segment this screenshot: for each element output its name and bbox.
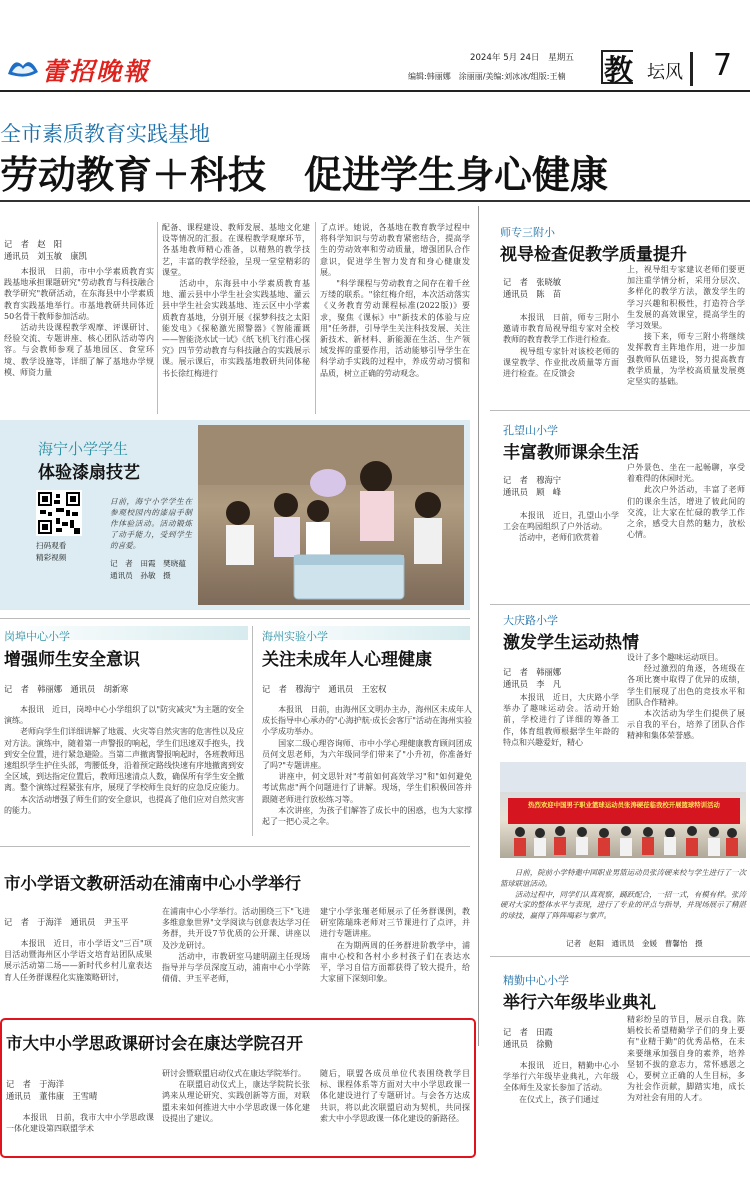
logo-emblem-icon bbox=[6, 54, 40, 80]
r2-byline: 记 者 穆海宁 通讯员 顾 峰 bbox=[503, 475, 562, 497]
issue-date: 2024年 5月 24日 星期五 bbox=[470, 53, 574, 63]
r3-col-a: 本报讯 近日，大庆路小学举办了趣味运动会。活动开始前，学校进行了详细的筹备工作，体育组教师根据学生年龄的特点和兴趣爱好，精心 bbox=[503, 693, 619, 747]
r1-byline: 记 者 张晓敏 通讯员 陈 苗 bbox=[503, 277, 562, 299]
s4-col-2: 研讨会暨联盟启动仪式在康达学院举行。 在联盟启动仪式上，康达学院院长张鸿来从理论研究、实践创新等方面，对联盟未来如何推进大中小学思政课一体化建设提出了建议。 bbox=[162, 1069, 310, 1123]
r4-col-a: 本报讯 近日，精勤中心小学举行六年级毕业典礼，六年级全体师生及家长参加了活动。 在仪式上，孩子们通过 bbox=[503, 1061, 619, 1104]
main-col-1: 本报讯 日前，市中小学素质教育实践基地承担课题研究"劳动教育与科技融合教学研究"教研活动，在东海县中小学素质教育实践基地举行。市基地教研共同体近50名骨干教师参加活动。 活动共设课程教学观摩、评课研讨、经验交流、专题讲座、核心团队活动等内容。与会教师参观了基地园区、食堂环境、教学设施等，详细了解了基地办学规模、师资力量 bbox=[4, 267, 154, 377]
r2-headline: 丰富教师课余生活 bbox=[503, 443, 639, 463]
r3-byline: 记 者 韩丽娜 通讯员 李 凡 bbox=[503, 667, 562, 689]
qr-code-icon bbox=[38, 492, 80, 534]
photo1-kicker: 海宁小学学生 bbox=[38, 440, 129, 458]
divider bbox=[490, 956, 750, 957]
s4-byline: 记 者 于海洋 通讯员 董伟康 王雪晴 bbox=[6, 1079, 98, 1101]
r1-kicker: 师专三附小 bbox=[500, 226, 555, 239]
r4-kicker: 精勤中心小学 bbox=[503, 974, 569, 987]
s4-headline: 市大中小学思政课研讨会在康达学院召开 bbox=[6, 1034, 303, 1053]
qr-caption: 扫码观看 精彩视频 bbox=[36, 541, 67, 562]
s1-kicker: 岗埠中心小学 bbox=[4, 630, 70, 643]
s2-body: 本报讯 日前，由海州区文明办主办，海州区未成年人成长指导中心承办的"心海护航·成长会客厅"活动在海州实验小学成功举办。 国家二级心理咨询师、市中小学心理健康教育顾问团成员何文思老师，为六年级同学们带来了"小升初，你准备好了吗?"专题讲座。 讲座中，何文思针对"考前如何高效学习"和"如何避免考试焦虑"两个问题进行了讲解。现场，学生们积极回答并跟随老师进行放松练习等。 本次讲座，为孩子们解答了成长中的困惑，也为大家撑起了一把心灵之伞。 bbox=[262, 705, 472, 827]
divider bbox=[0, 618, 470, 619]
s3-col-3: 建宁小学张瑾老师展示了任务群课例，教研室陈瑞珠老师对三节课进行了点评，并进行专题讲座。 在为期两周的任务群进阶教学中，浦南中心校和各村小乡村孩子们在表达水平，学习自信方面都获得了较大提升，给大家留下深刻印象。 bbox=[320, 907, 470, 984]
s2-byline: 记 者 穆海宁 通讯员 王宏权 bbox=[262, 684, 387, 694]
r3-headline: 激发学生运动热情 bbox=[503, 633, 639, 653]
photo1-caption: 日前，海宁小学学生在参观校园内的漆扇手制作体验活动。活动锻炼了动手能力，受到学生的喜爱。 bbox=[110, 497, 192, 550]
s1-body: 本报讯 近日，岗埠中心小学组织了以"防灾减灾"为主题的安全演练。 老师向学生们详细讲解了地震、火灾等自然灾害的危害性以及应对方法。演练中，随着第一声警报的响起，学生们迅速双手抱头，找到安全位置，进行紧急避险。当第二声撤离警报响起时，各班教师迅速组织学生护住头部，弯腰低身，沿着预定路线快速有序地撤离到安全区域，到达指定位置后，教师迅速清点人数，确保所有学生安全撤离。整个演练过程紧张有序，展现了学校师生良好的应急反应能力。 本次活动增强了师生们的安全意识，也提高了他们应对自然灾害的能力。 bbox=[4, 705, 244, 815]
s4-col-1: 本报讯 日前，我市大中小学思政课一体化建设第四联盟学术 bbox=[6, 1113, 154, 1134]
masthead-rule bbox=[0, 90, 750, 92]
s1-headline: 增强师生安全意识 bbox=[4, 650, 140, 670]
s2-kicker: 海州实验小学 bbox=[262, 630, 328, 643]
divider bbox=[157, 222, 158, 414]
r1-headline: 视导检查促教学质量提升 bbox=[500, 245, 687, 265]
s3-byline: 记 者 于海洋 通讯员 尹玉平 bbox=[4, 917, 129, 927]
editors-line: 编辑:韩丽娜 涂丽丽/美编:刘冰冰/组版:王楠 bbox=[408, 72, 566, 81]
section-sublabel: 坛风 bbox=[647, 62, 683, 83]
r1-col-b: 上，视导组专家建议老师们要更加注重学情分析，采用分层次、多样化的教学方法，激发学生的学习兴趣和积极性，打造符合学生发展的高效课堂，提高学生的学习效果。 接下来，师专三附小将继续发挥教育主阵地作用，进一步加强教师队伍建设，努力提高教育教学质量，为学校高质量发展奠定坚实的基础。 bbox=[627, 265, 745, 387]
r3-kicker: 大庆路小学 bbox=[503, 614, 558, 627]
s2-headline: 关注未成年人心理健康 bbox=[262, 650, 432, 670]
s3-col-1: 本报讯 近日，市小学语文"三百"项目活动暨海州区小学语文培育站团队成果展示活动第二场——新时代乡村儿童表达育人任务群课程化实施策略研讨， bbox=[4, 939, 152, 982]
r1-col-a: 本报讯 日前，师专三附小邀请市教育局视导组专家对全校教师的教育教学工作进行检查。 视导组专家针对该校老师的课堂教学、作业批改质量等方面进行检查。在反馈会 bbox=[503, 313, 619, 379]
section-label: 教 bbox=[604, 53, 634, 87]
r4-col-b: 精彩纷呈的节目，展示自我。陈娟校长希望精勤学子们的身上要有"业精于勤"的优秀品格，在未来要继承加强自身的素养，培养坚韧不拔的意志力，常怀感恩之心，要树立正确的人生目标，多为社会作贡献，脚踏实地，成长为对社会有用的人才。 bbox=[627, 1015, 745, 1103]
masthead-divider bbox=[690, 52, 693, 86]
main-col-2: 配备、课程建设、教师发展、基地文化建设等情况的汇报。在课程教学观摩环节，各基地教师精心准备，以精熟的教学技艺，丰富的教学经验，呈现一堂堂精彩的课堂。 活动中，东海县中小学素质教育基地、灌云县中小学生社会实践基地、灌云县中学生社会实践基地、连云区中小学素质教育基地，分别开展《探梦科技之太阳能发电》《探秘激光照警器》《智能灌溉——智能浇水试一试》《纸飞机飞行准心探究》四节劳动教育与科技融合的实践展示课。展示课后，市实践基地教研共同体秘书长徐红梅进行 bbox=[162, 223, 310, 378]
photo1-image bbox=[198, 425, 464, 605]
main-rule bbox=[0, 200, 750, 202]
logo-text: 蕾招晚報 bbox=[42, 57, 151, 86]
divider bbox=[252, 626, 253, 836]
photo2-caption: 日前，院前小学特邀中国职业男篮运动员张涛硬来校与学生进行了一次篮球联谊活动。 活动过程中，同学们认真观察，踊跃配合，一招一式，有模有样。张涛硬对大家的整体水平与表现，进行了专业的评点与指导，并现场展示了精湛的球技，赢得了阵阵喝彩与掌声。 bbox=[500, 868, 746, 921]
photo2-image bbox=[500, 762, 746, 858]
divider bbox=[315, 222, 316, 414]
s4-col-3: 随后，联盟各成员单位代表围绕教学目标、课程体系等方面对大中小学思政课一体化建设进行了专题研讨。与会各方达成共识，将以此次联盟启动为契机，共同探索大中小学思政课一体化建设的新路径。 bbox=[320, 1069, 470, 1123]
r2-col-b: 户外景色、坐在一起畅聊，享受着难得的休闲时光。 此次户外活动，丰富了老师们的课余生活，增进了彼此间的交流，让大家在忙碌的教学工作之余，感受大自然的魅力，放松心情。 bbox=[627, 463, 745, 540]
divider bbox=[478, 206, 479, 1046]
r4-byline: 记 者 田霞 通讯员 徐勤 bbox=[503, 1027, 553, 1049]
r2-col-a: 本报讯 近日，孔望山小学工会在鸣园组织了户外活动。 活动中，老师们欣赏着 bbox=[503, 511, 619, 543]
page-number: 7 bbox=[713, 48, 733, 83]
divider bbox=[0, 846, 470, 847]
main-col-3: 了点评。她说，各基地在教育教学过程中将科学知识与劳动教育紧密结合，提高学生的劳动效率和劳动质量，增强团队合作意识，促进学生智力发育和身心健康发展。 "科学课程与劳动教育之间存在着千丝万缕的联系。"徐红梅介绍，本次活动落实《义务教育劳动课程标准(2022版)》要求，聚焦《课标》中"新技术的体验与应用"任务群，引导学生关注科技发展、关注新技术、新材料、新能源在生活、生产领域发挥的重要作用，活动能够引导学生在科学动手实践的过程中，养成劳动习惯和品质，树立正确的劳动观念。 bbox=[320, 223, 470, 378]
main-byline: 记 者 赵 阳 通讯员 刘玉敏 康凯 bbox=[4, 239, 87, 261]
s1-byline: 记 者 韩丽娜 通讯员 胡新寒 bbox=[4, 684, 129, 694]
s3-headline: 市小学语文教研活动在浦南中心小学举行 bbox=[4, 874, 301, 893]
main-kicker: 全市素质教育实践基地 bbox=[0, 122, 210, 146]
photo1-credit: 记 者 田霞 樊晓蕴 通讯员 孙敏 摄 bbox=[110, 559, 186, 580]
photo2-banner-text: 热烈欢迎中国男子职业篮球运动员张涛硬莅临我校开展篮球特训活动 bbox=[528, 801, 720, 809]
r3-col-b: 设计了多个趣味运动项目。 经过激烈的角逐，各班级在各项比赛中取得了优异的成绩，学生们展现了出色的竞技水平和团队合作精神。 本次活动为学生们提供了展示自我的平台，培养了团队合作精神和集体荣誉感。 bbox=[627, 653, 745, 741]
r4-headline: 举行六年级毕业典礼 bbox=[503, 993, 656, 1013]
divider bbox=[490, 410, 750, 411]
photo1-title: 体验漆扇技艺 bbox=[38, 463, 140, 483]
qr-code bbox=[36, 490, 82, 536]
masthead bbox=[0, 0, 750, 92]
divider bbox=[490, 604, 750, 605]
newspaper-logo bbox=[6, 50, 156, 84]
r2-kicker: 孔望山小学 bbox=[503, 424, 558, 437]
s3-col-2: 在浦南中心小学举行。活动围绕三下"飞进多维意象世界"文学阅读与创意表达学习任务群，共开设7节优质的公开课、讲座以及沙龙研讨。 活动中，市教研室马建明副主任现场指导并与学员深度互动，浦南中心小学陈倩倩、尹玉平老师， bbox=[162, 907, 310, 984]
main-headline: 劳动教育＋科技 促进学生身心健康 bbox=[0, 153, 609, 197]
photo2-credit: 记者 赵阳 通讯员 金媛 曹馨怡 摄 bbox=[566, 939, 703, 948]
